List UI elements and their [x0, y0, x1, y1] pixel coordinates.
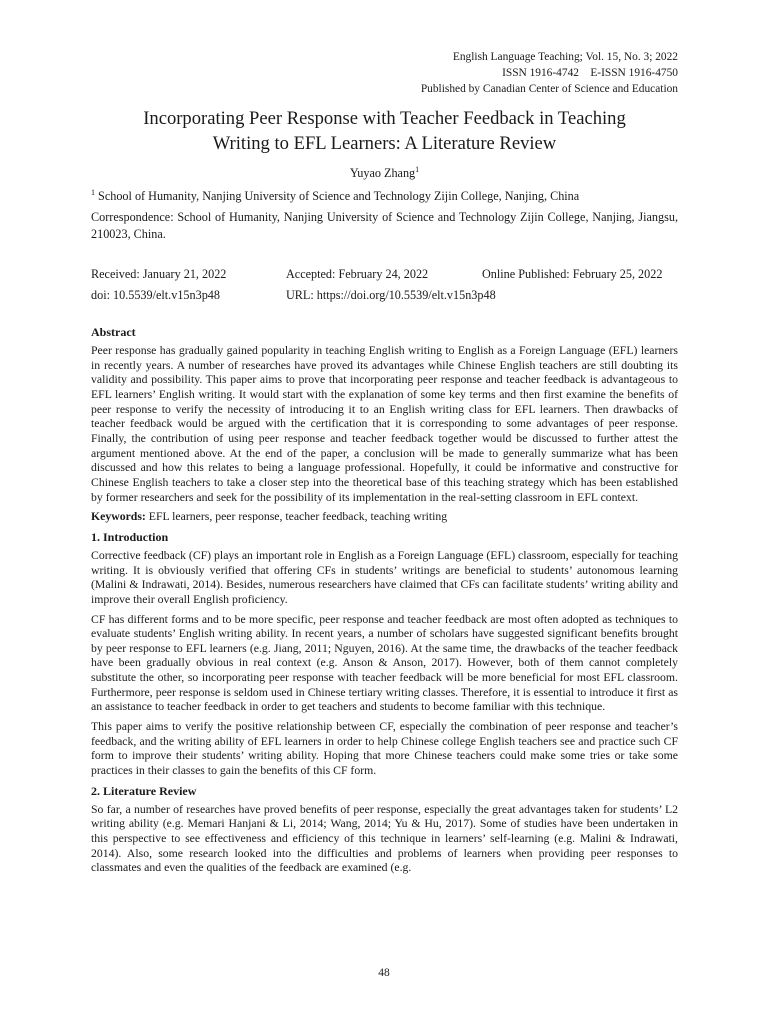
keywords	[91, 510, 678, 525]
received-date: Received: January 21, 2022	[91, 267, 227, 281]
abstract-heading: Abstract	[91, 325, 136, 339]
page-number: 48	[378, 967, 390, 979]
doi: doi: 10.5539/elt.v15n3p48	[91, 288, 220, 302]
paper-title-line-2: Writing to EFL Learners: A Literature Review	[212, 133, 557, 154]
section-heading-introduction: 1. Introduction	[91, 529, 169, 544]
author-line	[91, 166, 678, 181]
identifiers-row	[91, 285, 678, 306]
paper-title	[91, 106, 678, 156]
doi-url[interactable]: URL: https://doi.org/10.5539/elt.v15n3p48	[286, 288, 496, 302]
paragraph: So far, a number of researches have proved benefits of peer response, especially the great advantages taken for students’ L2 writing ability (e.g. Memari Hanjani & Li, 2014; Wang, 2014; Yu & Hu, 2017). Some of studies have been undertaken in this perspective to see effectiveness and efficiency of this technique in learners’ self-learning (e.g. Malini & Indrawati, 2014). Also, some research looked into the difficulties and problems of learners when providing peer responses to classmates and even the qualities of the feedback are examined (e.g.	[91, 802, 678, 875]
published-date: Online Published: February 25, 2022	[482, 267, 663, 281]
correspondence: Correspondence: School of Humanity, Nanjing University of Science and Technology Zijin College, Nanjing, Jiangsu, 210023, China.	[91, 210, 678, 241]
journal-header	[421, 49, 678, 97]
journal-issn: ISSN 1916-4742 E-ISSN 1916-4750	[502, 67, 678, 79]
article-body	[91, 325, 678, 881]
author-name: Yuyao Zhang	[349, 166, 416, 180]
author-superscript: 1	[415, 164, 420, 174]
paper-title-line-1: Incorporating Peer Response with Teacher Feedback in Teaching	[143, 108, 626, 129]
affiliation	[91, 188, 678, 205]
accepted-date: Accepted: February 24, 2022	[286, 267, 429, 281]
section-heading-literature-review: 2. Literature Review	[91, 783, 197, 798]
affiliation-superscript: 1	[91, 187, 95, 197]
abstract-text: Peer response has gradually gained popularity in teaching English writing to English as a Foreign Language (EFL) learners in recently years. A number of researches have proved its advantages while Chinese English teachers are still doubting its validity and possibility. This paper aims to prove that incorporating peer response and teacher feedback is advantageous to EFL learners’ English writing. It would start with the explanation of some key terms and then first examine the benefits of peer response to verify the necessity of introducing it to an English writing class for EFL learners. Then drawbacks of teacher feedback would be argued with the certification that it is corresponding to some advantages of peer response. Finally, the contribution of using peer response and teacher feedback together would be discussed to further attest the argument mentioned above. At the end of the paper, a conclusion will be made to generally summarize what has been discussed and how this relates to being a language professional. Hopefully, it could be informative and constructive for Chinese English teachers to take a closer step into the theoretical base of this teaching strategy which has been established by former researchers and seek for the possibility of its implementation in the real-setting classroom in EFL context.	[91, 344, 678, 504]
journal-publisher: Published by Canadian Center of Science and Education	[420, 83, 678, 95]
journal-citation: English Language Teaching; Vol. 15, No. 3; 2022	[452, 51, 678, 63]
dates-row	[91, 264, 678, 285]
publication-dates	[91, 264, 678, 306]
paragraph: This paper aims to verify the positive relationship between CF, especially the combination of peer response and teacher’s feedback, and the writing ability of EFL learners in order to help Chinese college English teachers see and practice such CF form to improve their students’ writing ability. Hoping that more Chinese teachers could make some tries or take some practices in their classes to gain the benefits of this CF form.	[91, 720, 678, 778]
paragraph: CF has different forms and to be more specific, peer response and teacher feedback are most often adopted as techniques to evaluate students’ English writing ability. In recent years, a number of scholars have suggested significant benefits brought by peer response to EFL learners (e.g. Jiang, 2011; Nguyen, 2016). At the same time, the drawbacks of the teacher feedback have been gradually obvious in real context (e.g. Anson & Anson, 2017). However, both of them cannot completely substitute the other, so incorporating peer response with teacher feedback will be more beneficial for most EFL classroom. Furthermore, peer response is seldom used in Chinese tertiary writing classes. Therefore, it is essential to introduce it first as an assistance to teacher feedback in order to get teachers and students to become familiar with this technique.	[91, 612, 678, 714]
affiliation-text: School of Humanity, Nanjing University of Science and Technology Zijin College, Nanjing, China	[95, 189, 580, 203]
keywords-label: Keywords:	[91, 510, 146, 524]
paragraph: Corrective feedback (CF) plays an important role in English as a Foreign Language (EFL) classroom, especially for teaching writing. It is obviously verified that offering CFs in students’ writings are beneficial to students’ autonomous learning (Malini & Indrawati, 2014). Besides, numerous researchers have claimed that CFs can facilitate students’ writing ability and improve their overall English proficiency.	[91, 548, 678, 606]
keywords-text: EFL learners, peer response, teacher feedback, teaching writing	[145, 510, 448, 524]
